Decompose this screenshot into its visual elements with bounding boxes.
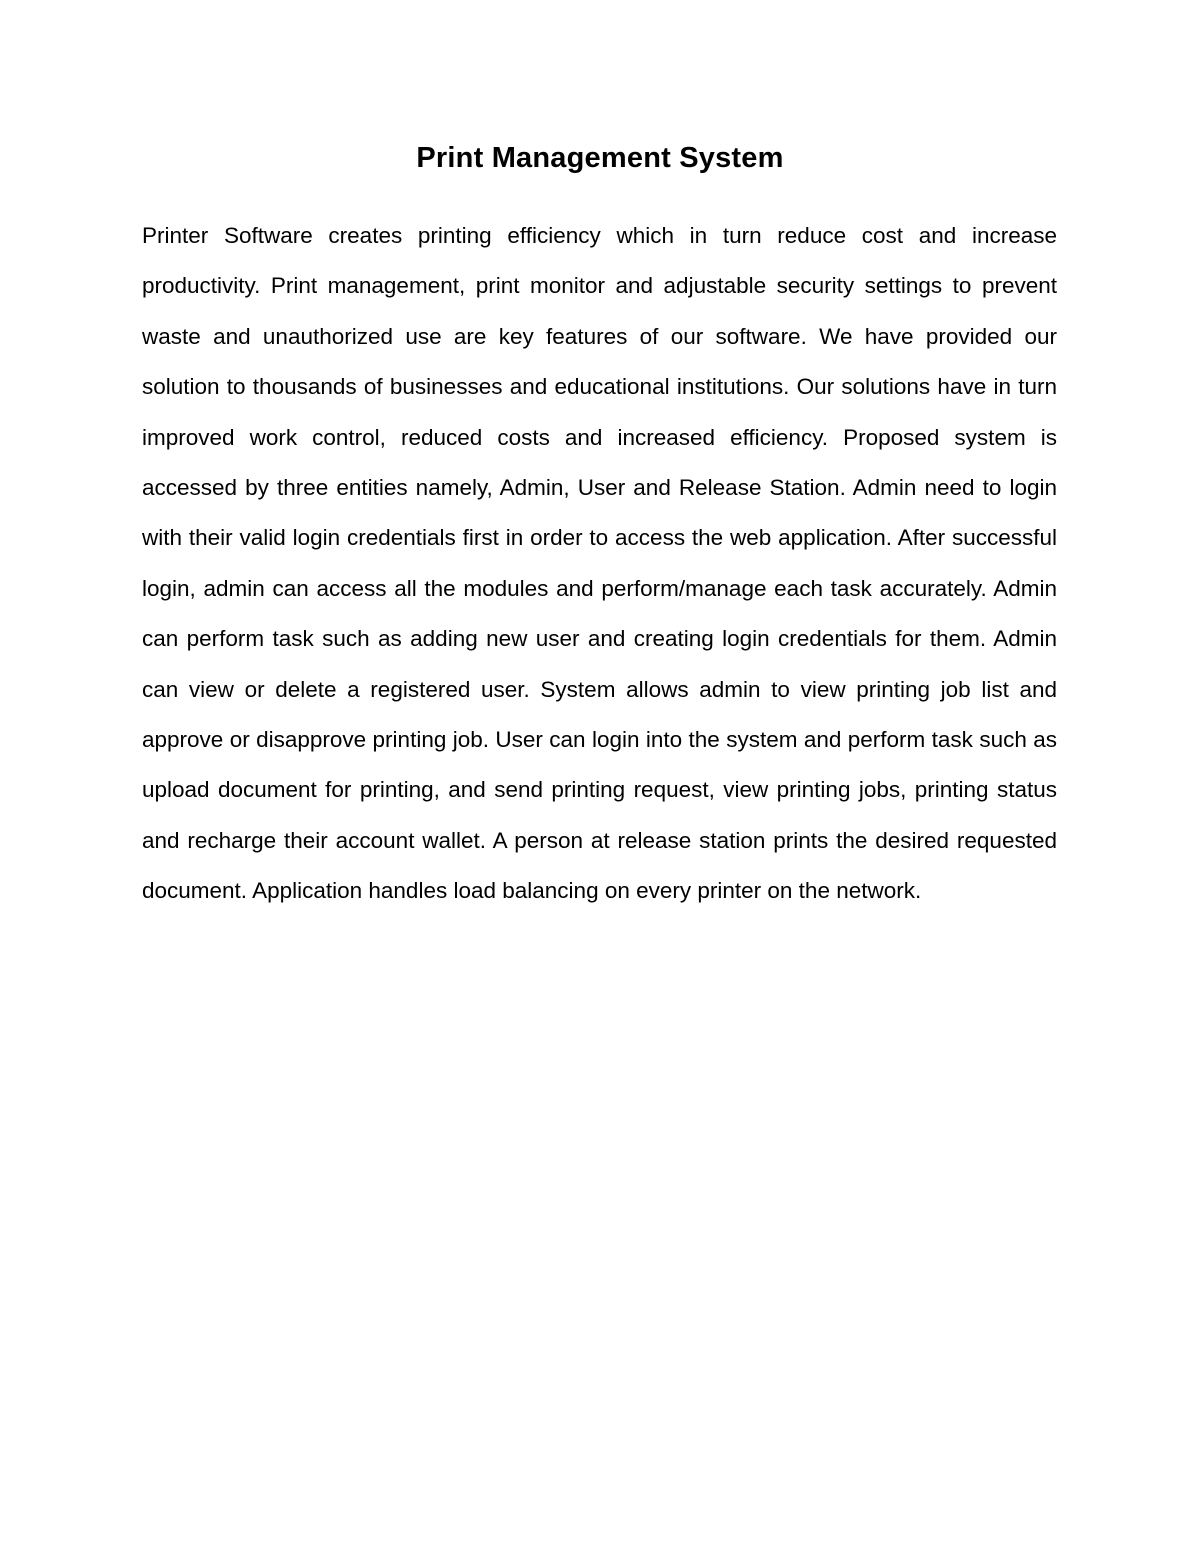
document-title: Print Management System [416, 142, 784, 174]
body-paragraph: Printer Software creates printing efficiency which in turn reduce cost and increase productivity. Print management, print monitor and adjustable security settings to prevent waste and unauthorized use are key features of our software. We have provided our solution to thousands of businesses and educational institutions. Our solutions have in turn improved work control, reduced costs and increased efficiency. Proposed system is accessed by three entities namely, Admin, User and Release Station. Admin need to login with their valid login credentials first in order to access the web application. After successful login, admin can access all the modules and perform/manage each task accurately. Admin can perform task such as adding new user and creating login credentials for them. Admin can view or delete a registered user. System allows admin to view printing job list and approve or disapprove printing job. User can login into the system and perform task such as upload document for printing, and send printing request, view printing jobs, printing status and recharge their account wallet. A person at release station prints the desired requested document. Application handles load balancing on every printer on the network. [142, 223, 1057, 904]
